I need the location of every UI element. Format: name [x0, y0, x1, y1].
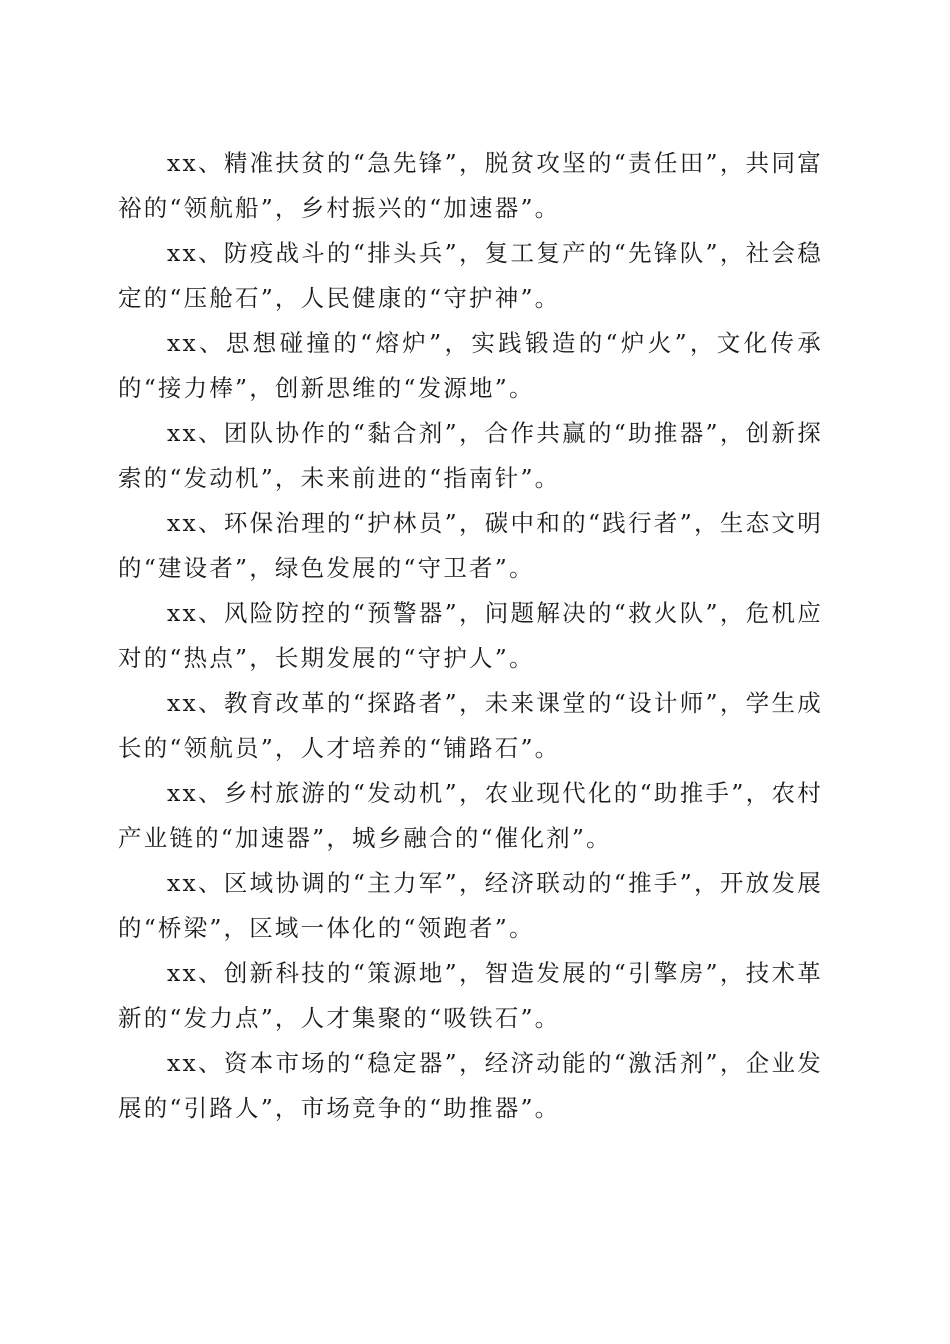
paragraph-2: xx、防疫战斗的“排头兵”，复工复产的“先锋队”，社会稳定的“压舱石”，人民健康的“守护神”。 — [118, 239, 823, 312]
paragraph-6: xx、风险防控的“预警器”，问题解决的“救火队”，危机应对的“热点”，长期发展的“守护人”。 — [118, 599, 823, 672]
paragraph-4: xx、团队协作的“黏合剂”，合作共赢的“助推器”，创新探索的“发动机”，未来前进的“指南针”。 — [118, 419, 823, 492]
paragraph-7: xx、教育改革的“探路者”，未来课堂的“设计师”，学生成长的“领航员”，人才培养的“铺路石”。 — [118, 689, 823, 762]
paragraph-9: xx、区域协调的“主力军”，经济联动的“推手”，开放发展的“桥梁”，区域一体化的“领跑者”。 — [118, 869, 823, 942]
paragraph-8: xx、乡村旅游的“发动机”，农业现代化的“助推手”，农村产业链的“加速器”，城乡融合的“催化剂”。 — [118, 779, 823, 852]
paragraph-11: xx、资本市场的“稳定器”，经济动能的“激活剂”，企业发展的“引路人”，市场竞争的“助推器”。 — [118, 1049, 823, 1122]
paragraph-5: xx、环保治理的“护林员”，碳中和的“践行者”，生态文明的“建设者”，绿色发展的“守卫者”。 — [118, 509, 823, 582]
document-body — [118, 141, 823, 1131]
paragraph-10: xx、创新科技的“策源地”，智造发展的“引擎房”，技术革新的“发力点”，人才集聚的“吸铁石”。 — [118, 959, 823, 1032]
paragraph-1: xx、精准扶贫的“急先锋”，脱贫攻坚的“责任田”，共同富裕的“领航船”，乡村振兴的“加速器”。 — [118, 149, 823, 222]
paragraph-3: xx、思想碰撞的“熔炉”，实践锻造的“炉火”，文化传承的“接力棒”，创新思维的“发源地”。 — [118, 329, 823, 402]
